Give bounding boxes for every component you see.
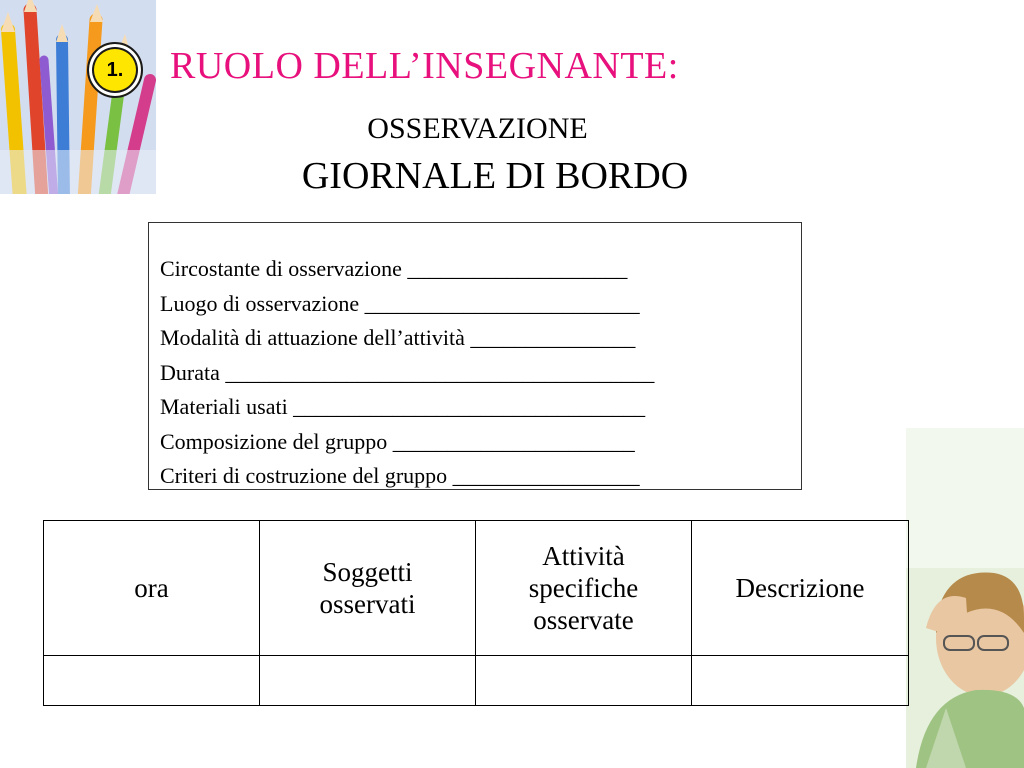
header-subjects-line-2: osservati (319, 589, 416, 619)
form-line-duration: Durata _______________________________________ (160, 359, 655, 385)
header-observed-activities (476, 521, 692, 656)
observation-table (43, 520, 909, 706)
header-activities-line-2: specifiche (528, 573, 639, 603)
header-time-text: ora (134, 573, 169, 603)
table-cell-description[interactable] (692, 656, 909, 706)
header-activities-line-1: Attività (542, 541, 625, 571)
header-activities-line-3: osservate (533, 605, 634, 635)
form-line-group-composition: Composizione del gruppo ______________________ (160, 428, 635, 454)
form-line-modality: Modalità di attuazione dell’attività _______________ (160, 325, 636, 350)
step-number: 1. (106, 58, 124, 81)
slide-title: RUOLO DELL’INSEGNANTE: (170, 45, 679, 87)
slide-subtitle-logbook: GIORNALE DI BORDO (301, 155, 689, 197)
header-subjects-line-1: Soggetti (322, 557, 413, 587)
table-row (44, 656, 909, 706)
form-line-circumstance: Circostante di osservazione ____________________ (160, 256, 628, 281)
observation-form-box (148, 222, 802, 490)
header-description-text: Descrizione (735, 573, 865, 603)
header-time (44, 521, 260, 656)
form-line-place: Luogo di osservazione _________________________ (160, 290, 640, 316)
header-observed-subjects (260, 521, 476, 656)
table-cell-time[interactable] (44, 656, 260, 706)
table-header-row (44, 521, 909, 656)
form-line-materials: Materiali usati ________________________________ (160, 394, 646, 419)
table-cell-subjects[interactable] (260, 656, 476, 706)
table-cell-activities[interactable] (476, 656, 692, 706)
thinking-student-image (906, 428, 1024, 768)
form-line-group-criteria: Criteri di costruzione del gruppo _________________ (160, 463, 640, 488)
header-description (692, 521, 909, 656)
step-number-badge (87, 42, 143, 98)
slide-subtitle-observation: OSSERVAZIONE (367, 112, 588, 145)
